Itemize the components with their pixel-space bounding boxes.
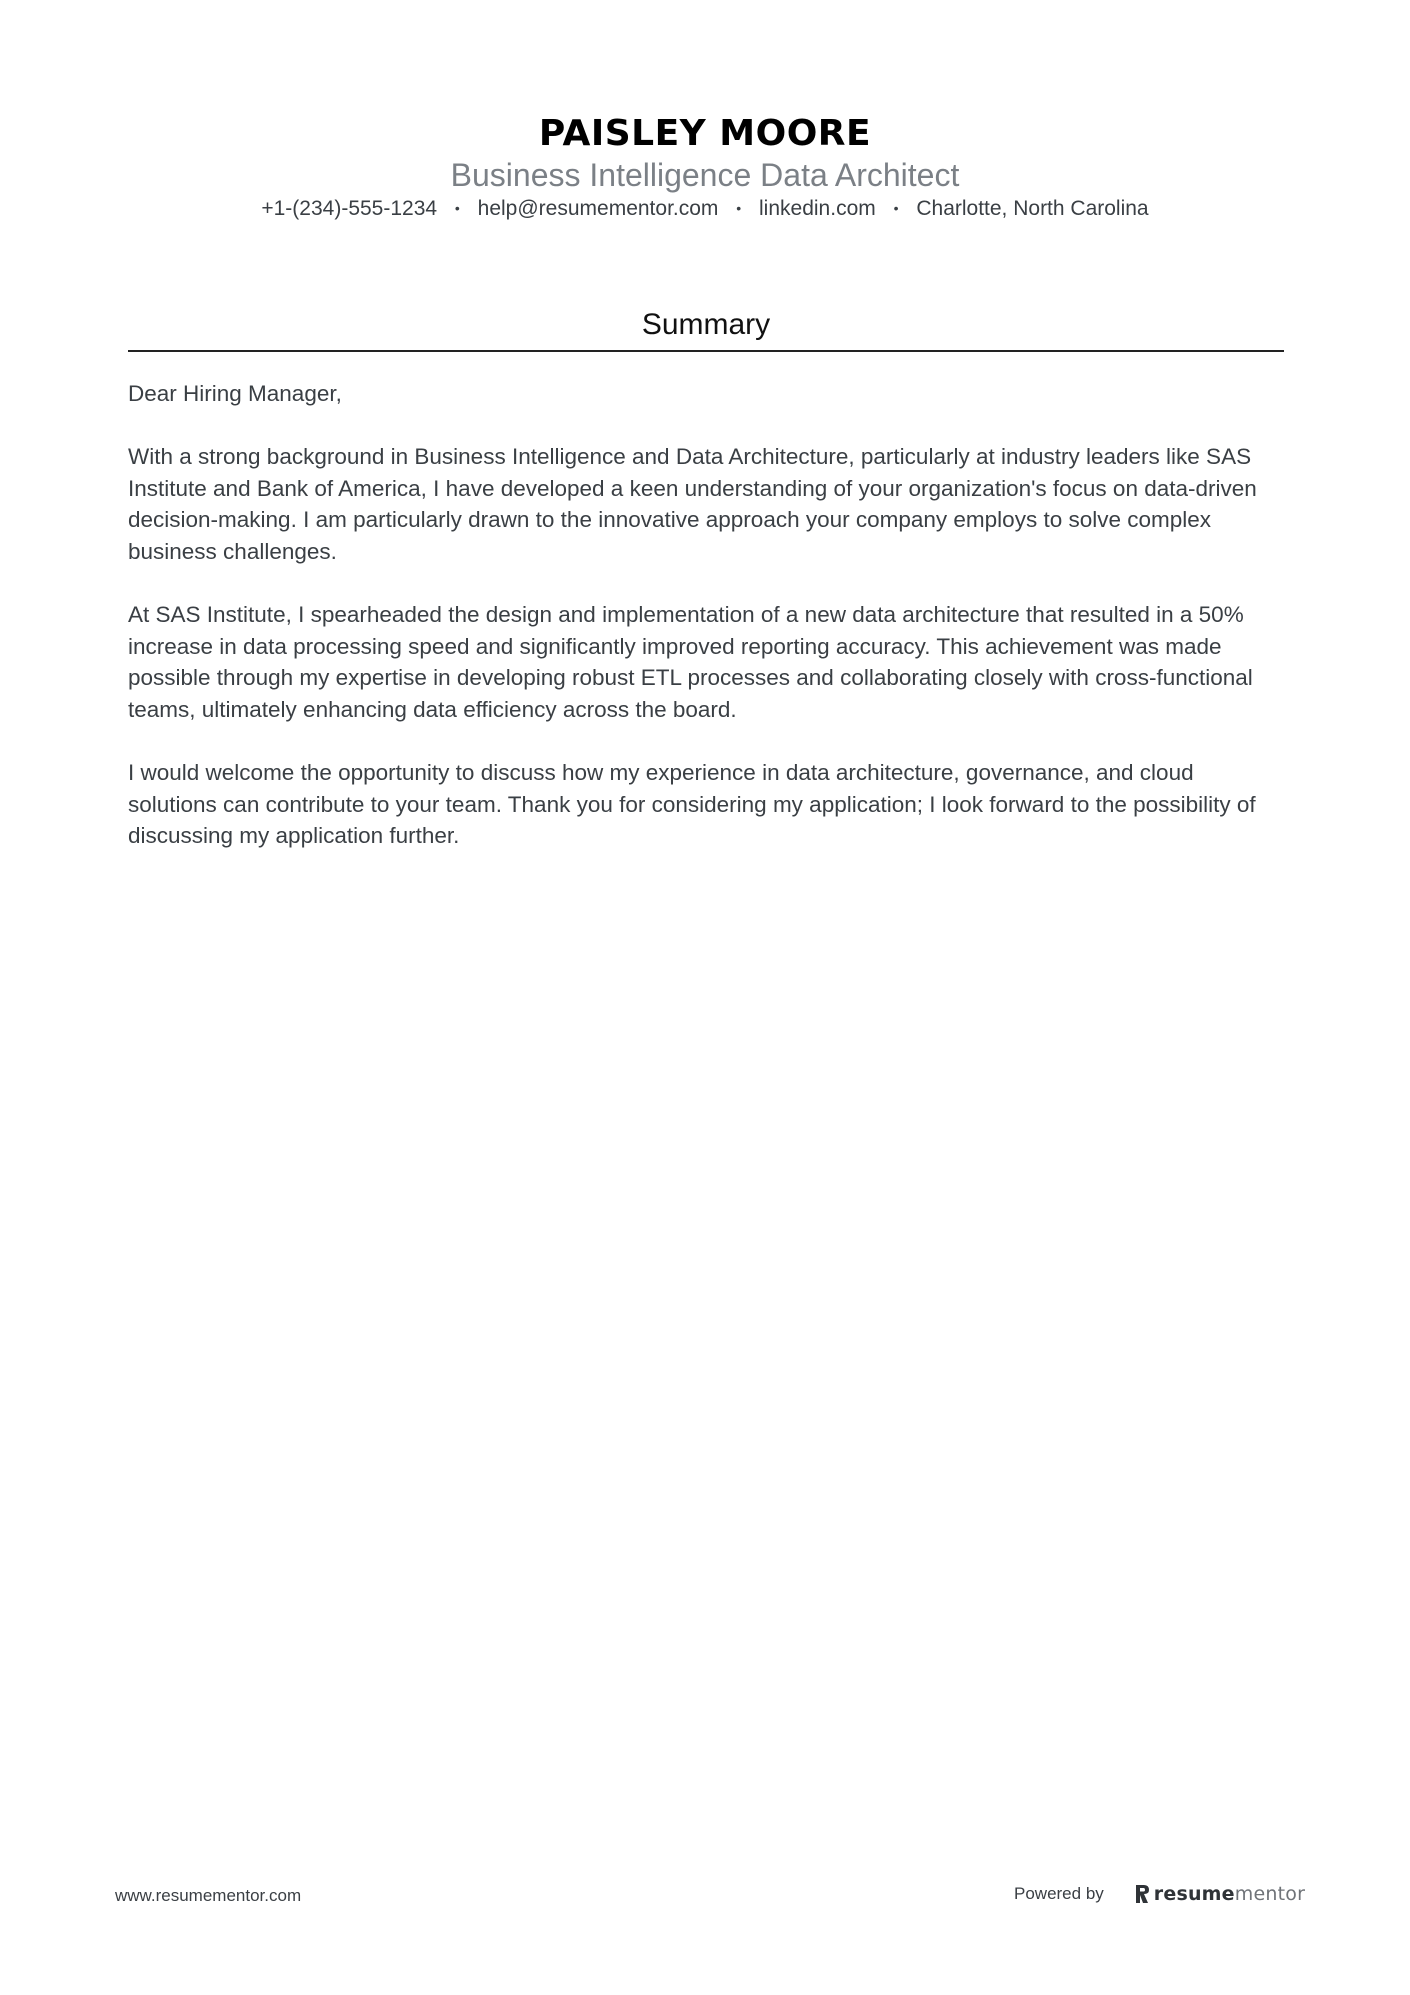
summary-heading: Summary	[641, 308, 771, 341]
footer-branding	[1014, 1880, 1305, 1908]
contact-separator: •	[736, 200, 742, 216]
summary-body	[128, 378, 1288, 884]
summary-paragraph: At SAS Institute, I spearheaded the design and implementation of a new data architecture that resulted in a 50% increase in data processing speed and significantly improved reporting accuracy. This achievement was made possible through my expertise in developing robust ETL processes and collaborating closely with cross-functional teams, ultimately enhancing data efficiency across the board.	[128, 602, 1253, 722]
powered-by-label: Powered by	[1014, 1884, 1104, 1903]
resume-header	[0, 112, 1410, 223]
contact-phone: +1-(234)-555-1234	[261, 197, 438, 220]
resumementor-logo[interactable]	[1134, 1883, 1305, 1905]
summary-paragraph: With a strong background in Business Intelligence and Data Architecture, particularly at industry leaders like SAS Institute and Bank of America, I have developed a keen understanding of your organization's focus on data-driven decision-making. I am particularly drawn to the innovative approach your company employs to solve complex business challenges.	[128, 444, 1257, 564]
brand-wordmark-light: mentor	[1234, 1883, 1306, 1905]
candidate-title: Business Intelligence Data Architect	[450, 157, 960, 193]
brand-wordmark	[1154, 1883, 1305, 1905]
contact-linkedin[interactable]: linkedin.com	[759, 197, 876, 220]
brand-wordmark-strong: resume	[1153, 1883, 1235, 1905]
contact-email[interactable]: help@resumementor.com	[477, 197, 719, 220]
salutation: Dear Hiring Manager,	[128, 381, 342, 406]
candidate-name: PAISLEY MOORE	[538, 113, 872, 154]
contact-separator: •	[454, 200, 460, 216]
footer-website[interactable]: www.resumementor.com	[115, 1886, 302, 1905]
contact-line	[0, 194, 1410, 223]
resumementor-logo-icon	[1134, 1883, 1150, 1905]
section-divider	[128, 350, 1284, 352]
contact-separator: •	[893, 200, 899, 216]
contact-location: Charlotte, North Carolina	[916, 197, 1149, 220]
summary-paragraph: I would welcome the opportunity to discuss how my experience in data architecture, governance, and cloud solutions can contribute to your team. Thank you for considering my application; I look forward to the possibility of discussing my application further.	[128, 760, 1256, 849]
